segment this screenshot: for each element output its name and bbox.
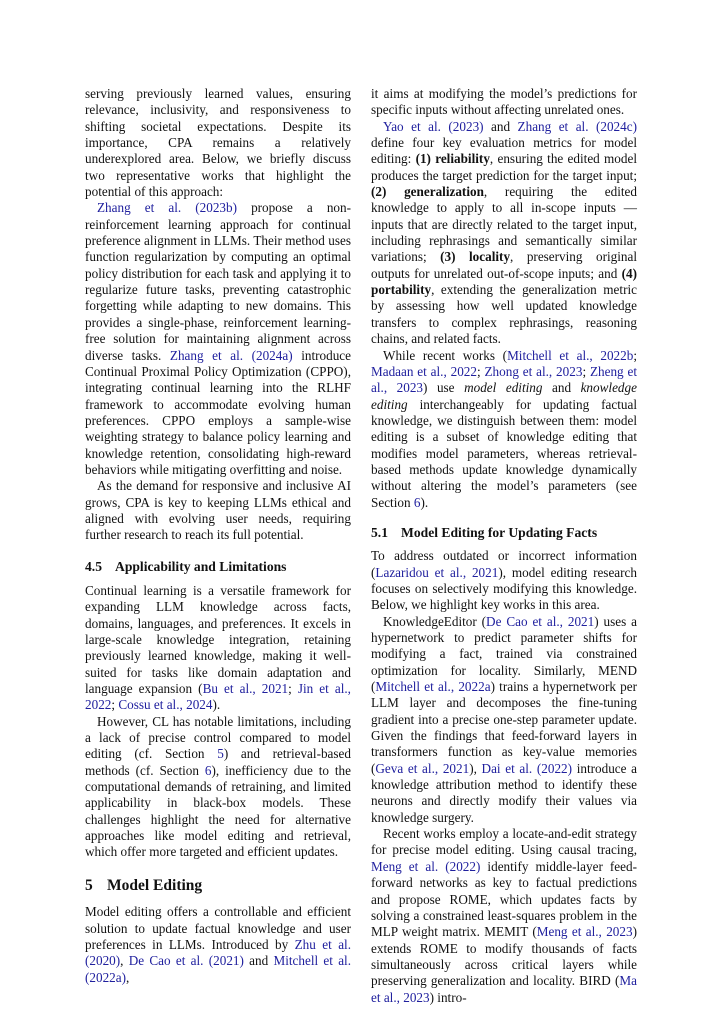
metric-portability: (4) portability <box>371 265 637 298</box>
citation-link[interactable]: Zhu et al. (2020) <box>85 936 352 969</box>
section-heading-5: 5 Model Editing <box>85 876 203 894</box>
paragraph-cpa-demand: As the demand for responsive and inclusive AI grows, CPA is key to keeping LLMs ethical and aligned with evolving user needs, requiring further research to reach its full potential. <box>85 478 351 543</box>
paragraph-updating-facts: To address outdated or incorrect information (Lazaridou et al., 2021), model editing research focuses on selectively modifying this knowledge. Below, we highlight key works in this area. <box>371 548 637 613</box>
citation-link[interactable]: Dai et al. (2022) <box>481 760 573 776</box>
citation-link[interactable]: Zhang et al. (2023b) <box>97 200 237 216</box>
paragraph-cpa-works: Zhang et al. (2023b) propose a non-reinforcement learning approach for continual preference alignment in LLMs. Their method uses function regularization by computing an optimal policy distribution for each task and applying it to regularize future tasks, preventing catastrophic forgetting while adapting to new domains. This provides a single-phase, reinforcement learning-free solution for maintaining alignment across diverse tasks. Zhang et al. (2024a) introduce Continual Proximal Policy Optimization (CPPO), integrating continual learning into the RLHF framework to accommodate evolving human preferences. CPPO employs a sample-wise weighting strategy to balance policy learning and knowledge retention, consolidating high-reward behaviors while mitigating overfitting and noise. <box>85 200 351 477</box>
paragraph-knowledge-editor: KnowledgeEditor (De Cao et al., 2021) uses a hypernetwork to predict parameter shifts for modifying a fact, trained via constrained optimization for locality. Similarly, MEND (Mitchell et al., 2022a) trains a hypernetwork per LLM layer and decomposes the fine-tuning gradient into a precise one-step parameter update. Given the findings that feed-forward layers in transformers function as key-value memories (Geva et al., 2021), Dai et al. (2022) introduce a knowledge attribution method to identify these neurons and directly modify their values via knowledge surgery. <box>371 613 638 825</box>
citation-link[interactable]: Cossu et al., 2024 <box>118 697 213 713</box>
section-ref-link[interactable]: 6 <box>204 762 212 778</box>
citation-link[interactable]: Mitchell et al. (2022a) <box>85 953 352 985</box>
paragraph-editing-distinction: While recent works (Mitchell et al., 2022b; Madaan et al., 2022; Zhong et al., 2023; Zheng et al., 2023) use model editing and knowledge editing interchangeably for updating factual knowledge, we distinguish between them: model editing is a subset of knowledge editing that modifies model parameters, whereas retrieval-based methods update knowledge dynamically without altering the model’s parameters (see Section 6). <box>371 347 638 510</box>
citation-link[interactable]: Madaan et al., 2022 <box>371 363 477 379</box>
citation-link[interactable]: Mitchell et al., 2022b <box>507 347 634 363</box>
citation-link[interactable]: Yao et al. (2023) <box>383 118 484 134</box>
left-column <box>85 86 351 986</box>
paragraph-evaluation-metrics: Yao et al. (2023) and Zhang et al. (2024c) define four key evaluation metrics for model editing: (1) reliability, ensuring the edited model produces the target prediction for the target input; (2) generalization, requiring the edited knowledge to apply to all in-scope inputs — inputs that are directly related to the target input, including rephrasings and semantically similar variations; (3) locality, preserving original outputs for unrelated out-of-scope inputs; and (4) portability, extending the generalization metric by assessing how well updated knowledge transfers to complex rephrasings, reasoning chains, and related facts. <box>371 118 638 347</box>
metric-locality: (3) locality <box>440 249 511 265</box>
citation-link[interactable]: Zhang et al. (2024a) <box>169 347 293 363</box>
paragraph-cl-limitations: However, CL has notable limitations, including a lack of precise control compared to model editing (cf. Section 5) and retrieval-based methods (cf. Section 6), inefficiency due to the computational demands of retraining, and limited applicability in black-box models. These challenges highlight the need for alternative approaches like model editing and retrieval, which offer more targeted and efficient updates. <box>85 713 351 860</box>
citation-link[interactable]: Zhang et al. (2024c) <box>517 118 637 134</box>
citation-link[interactable]: Meng et al., 2023 <box>536 924 633 940</box>
metric-generalization: (2) generalization <box>371 184 484 200</box>
citation-link[interactable]: Jin et al., 2022 <box>85 681 351 713</box>
citation-link[interactable]: Bu et al., 2021 <box>202 681 289 697</box>
citation-link[interactable]: Meng et al. (2022) <box>371 858 481 874</box>
citation-link[interactable]: De Cao et al. (2021) <box>128 953 244 969</box>
citation-link[interactable]: De Cao et al., 2021 <box>486 613 595 629</box>
right-column <box>371 86 637 1006</box>
citation-link[interactable]: Lazaridou et al., 2021 <box>375 564 499 580</box>
paragraph-model-editing-intro: Model editing offers a controllable and efficient solution to update factual knowledge and user preferences in LLMs. Introduced by Zhu et al. (2020), De Cao et al. (2021) and Mitchell et al. (2022a), <box>85 904 352 985</box>
citation-link[interactable]: Zhong et al., 2023 <box>484 363 583 379</box>
section-ref-link[interactable]: 5 <box>217 746 224 762</box>
citation-link[interactable]: Mitchell et al., 2022a <box>375 679 491 695</box>
citation-link[interactable]: Geva et al., 2021 <box>375 760 470 776</box>
paragraph-cpa-intro: serving previously learned values, ensuring relevance, inclusivity, and responsiveness to shifting societal expectations. Despite its importance, CPA remains a relatively underexplored area. Below, we briefly discuss two representative works that highlight the potential of this approach: <box>85 86 351 200</box>
section-ref-link[interactable]: 6 <box>413 494 421 510</box>
paragraph-editing-aim: it aims at modifying the model’s predictions for specific inputs without affecting unrelated ones. <box>371 86 637 118</box>
paragraph-cl-applicability: Continual learning is a versatile framework for expanding LLM knowledge across facts, domains, languages, and preferences. It excels in large-scale knowledge integration, retaining previously learned knowledge, making it well-suited for tasks like domain adaptation and language expansion (Bu et al., 2021; Jin et al., 2022; Cossu et al., 2024). <box>85 582 351 713</box>
metric-reliability: (1) reliability <box>415 151 490 167</box>
section-heading-5-1: 5.1 Model Editing for Updating Facts <box>371 524 598 540</box>
citation-link[interactable]: Ma et al., 2023 <box>371 973 637 1005</box>
section-heading-4-5: 4.5 Applicability and Limitations <box>85 558 287 574</box>
paragraph-locate-and-edit: Recent works employ a locate-and-edit strategy for precise model editing. Using causal tracing, Meng et al. (2022) identify middle-layer feed-forward networks as key to factual predictions and propose ROME, which updates facts by solving a constrained least-squares problem in the MLP weight matrix. MEMIT (Meng et al., 2023) extends ROME to modify thousands of facts simultaneously across critical layers while preserving generalization and locality. BIRD (Ma et al., 2023) intro- <box>371 826 637 1005</box>
citation-link[interactable]: Zheng et al., 2023 <box>371 363 637 396</box>
